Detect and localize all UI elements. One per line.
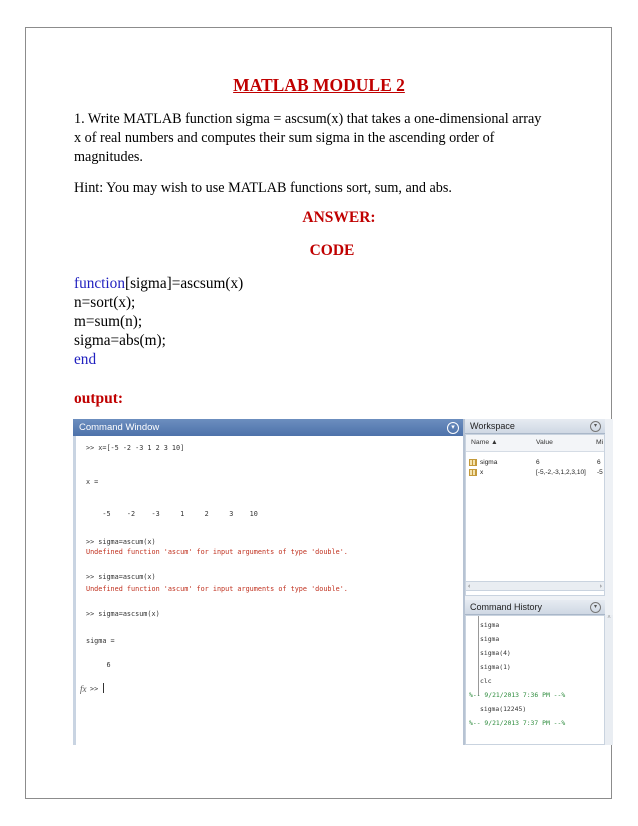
matrix-icon [469,459,477,466]
answer-heading: ANSWER: [302,209,376,226]
command-history-titlebar [465,600,605,615]
question-line-2: x of real numbers and computes their sum sigma in the ascending order of [74,130,495,146]
right-panels [465,419,613,745]
column-value[interactable]: Value [536,439,553,446]
history-session-separator[interactable]: %-- 9/21/2013 7:36 PM --% [469,691,566,699]
cmd-line: sigma = [86,637,115,645]
command-history-list [465,615,605,745]
workspace-row[interactable] [466,469,604,478]
command-history-title: Command History [470,602,543,612]
code-line-2: n=sort(x); [74,294,136,311]
var-value: 6 [536,459,540,466]
workspace-title: Workspace [470,421,515,431]
cmd-line: x = [86,478,99,486]
workspace-titlebar [465,419,605,434]
question-line-1: 1. Write MATLAB function sigma = ascsum(x) that takes a one-dimensional array [74,111,542,127]
workspace-menu-icon[interactable]: ▾ [590,421,601,432]
output-heading: output: [74,390,124,407]
workspace-row[interactable] [466,459,604,468]
history-item[interactable]: clc [480,677,492,685]
column-min[interactable]: Mi [596,439,604,446]
workspace-horizontal-scrollbar[interactable] [465,581,605,591]
history-tree-line [478,616,479,696]
history-item[interactable]: sigma(12245) [480,705,527,713]
var-min: -5 [597,469,603,476]
var-name: sigma [480,459,498,466]
history-session-separator[interactable]: %-- 9/21/2013 7:37 PM --% [469,719,566,727]
history-item[interactable]: sigma [480,635,500,643]
scroll-up-icon[interactable]: ^ [607,615,611,621]
cmd-line: >> sigma=ascum(x) [86,573,156,581]
scroll-right-icon[interactable]: › [599,582,602,590]
column-name[interactable]: Name ▲ [471,439,498,446]
history-item[interactable]: sigma(4) [480,649,511,657]
matrix-icon [469,469,477,476]
workspace-table [465,434,605,596]
cmd-line: 6 [86,661,111,669]
command-window-menu-icon[interactable]: ▾ [447,422,459,434]
var-value: [-5,-2,-3,1,2,3,10] [536,469,586,476]
text-cursor [103,683,104,693]
command-window-title: Command Window [79,422,160,433]
var-name: x [480,469,484,476]
scroll-left-icon[interactable]: ‹ [468,582,471,590]
var-min: 6 [597,459,601,466]
code-line-1 [74,275,243,293]
question-line-3: magnitudes. [74,149,143,165]
code-signature: [sigma]=ascsum(x) [124,275,244,292]
document-title: MATLAB MODULE 2 [233,75,405,95]
cmd-error-line: Undefined function 'ascum' for input arguments of type 'double'. [86,548,348,556]
code-keyword-function: function [74,275,125,292]
matlab-screenshot [73,419,613,745]
hint-text: Hint: You may wish to use MATLAB functions sort, sum, and abs. [74,180,452,196]
cmd-line: >> sigma=ascsum(x) [86,610,160,618]
code-line-end: end [74,351,97,368]
cmd-line: -5 -2 -3 1 2 3 10 [86,510,258,518]
cmd-line: >> sigma=ascum(x) [86,538,156,546]
command-history-menu-icon[interactable]: ▾ [590,602,601,613]
fx-icon[interactable]: fx [80,684,87,694]
history-item[interactable]: sigma(1) [480,663,511,671]
command-window-body[interactable] [73,436,463,745]
workspace-header [466,435,604,452]
history-vertical-scrollbar[interactable] [604,615,613,745]
command-prompt: >> [90,685,99,693]
history-item[interactable]: sigma [480,621,500,629]
code-line-4: sigma=abs(m); [74,332,166,349]
command-window [73,419,465,745]
cmd-error-line: Undefined function 'ascum' for input arguments of type 'double'. [86,585,348,593]
command-window-titlebar [73,419,463,436]
cmd-line: >> x=[-5 -2 -3 1 2 3 10] [86,444,185,452]
code-heading: CODE [309,242,355,259]
code-line-3: m=sum(n); [74,313,143,330]
